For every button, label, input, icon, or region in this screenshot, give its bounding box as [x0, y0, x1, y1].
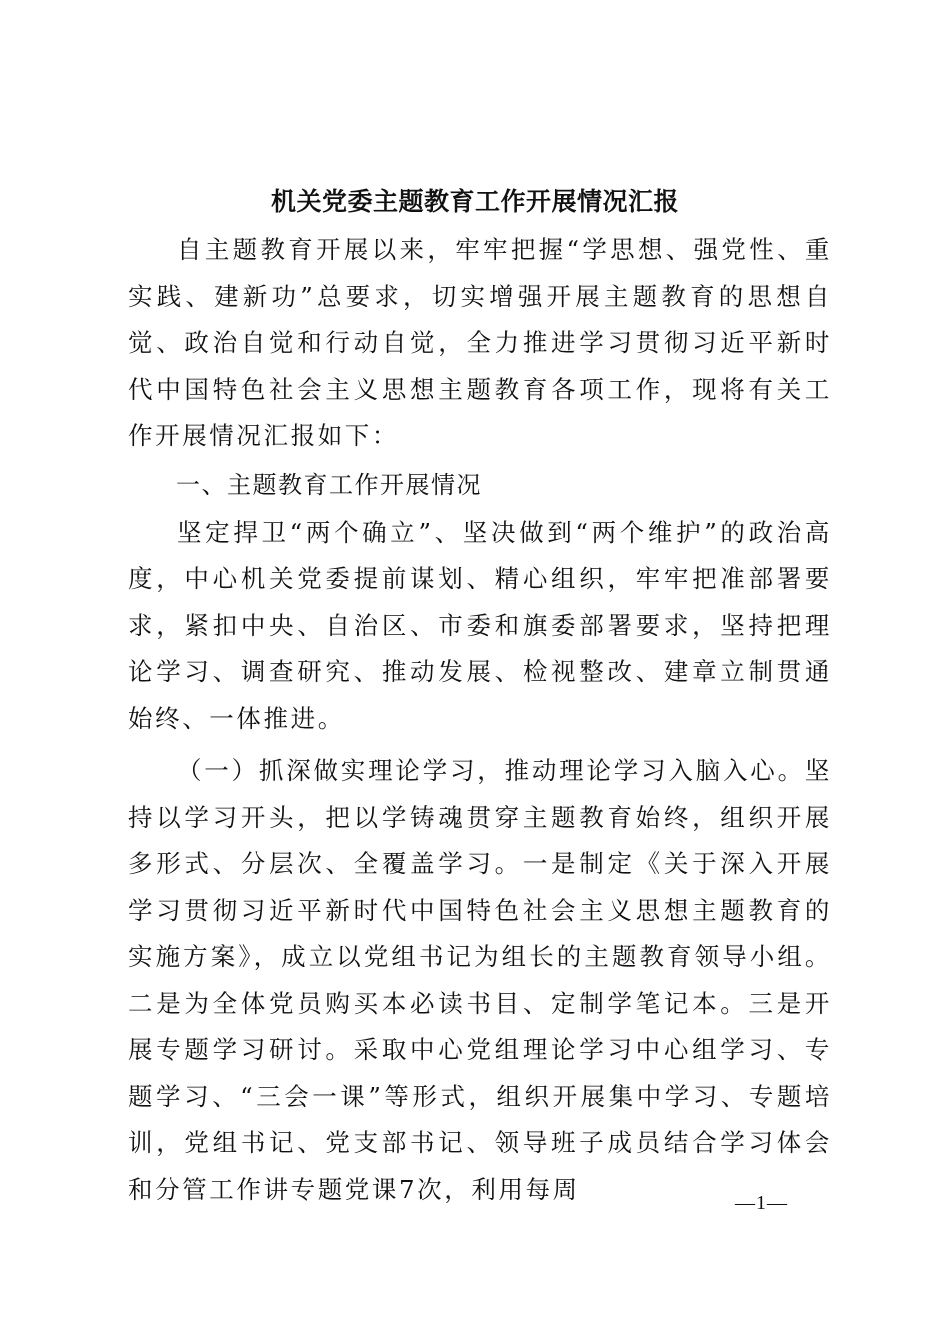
subsection-1-paragraph — [128, 748, 832, 1213]
subsection-heading-1: （一）抓深做实理论学习，推动理论学习入脑入心。 — [177, 756, 805, 785]
document-body — [128, 227, 832, 1213]
page-number: —1— — [735, 1192, 788, 1214]
section-heading-1: 一、主题教育工作开展情况 — [176, 470, 482, 499]
intro-paragraph: 自主题教育开展以来，牢牢把握“学思想、强党性、重实践、建新功”总要求，切实增强开展主题教育的思想自觉、政治自觉和行动自觉，全力推进学习贯彻习近平新时代中国特色社会主义思想主题教育各项工作，现将有关工作开展情况汇报如下： — [128, 235, 832, 450]
section-1-paragraph: 坚定捍卫“两个确立”、坚决做到“两个维护”的政治高度，中心机关党委提前谋划、精心组织，牢牢把准部署要求，紧扣中央、自治区、市委和旗委部署要求，坚持把理论学习、调查研究、推动发展、检视整改、建章立制贯通始终、一体推进。 — [128, 517, 832, 733]
subsection-1-text: 坚持以学习开头，把以学铸魂贯穿主题教育始终，组织开展多形式、分层次、全覆盖学习。一是制定《关于深入开展学习贯彻习近平新时代中国特色社会主义思想主题教育的实施方案》，成立以党组书记为组长的主题教育领导小组。二是为全体党员购买本必读书目、定制学笔记本。三是开展专题学习研讨。采取中心党组理论学习中心组学习、专题学习、“三会一课”等形式，组织开展集中学习、专题培训，党组书记、党支部书记、领导班子成员结合学习体会和分管工作讲专题党课7次，利用每周 — [128, 756, 832, 1204]
document-title: 机关党委主题教育工作开展情况汇报 — [270, 187, 679, 216]
